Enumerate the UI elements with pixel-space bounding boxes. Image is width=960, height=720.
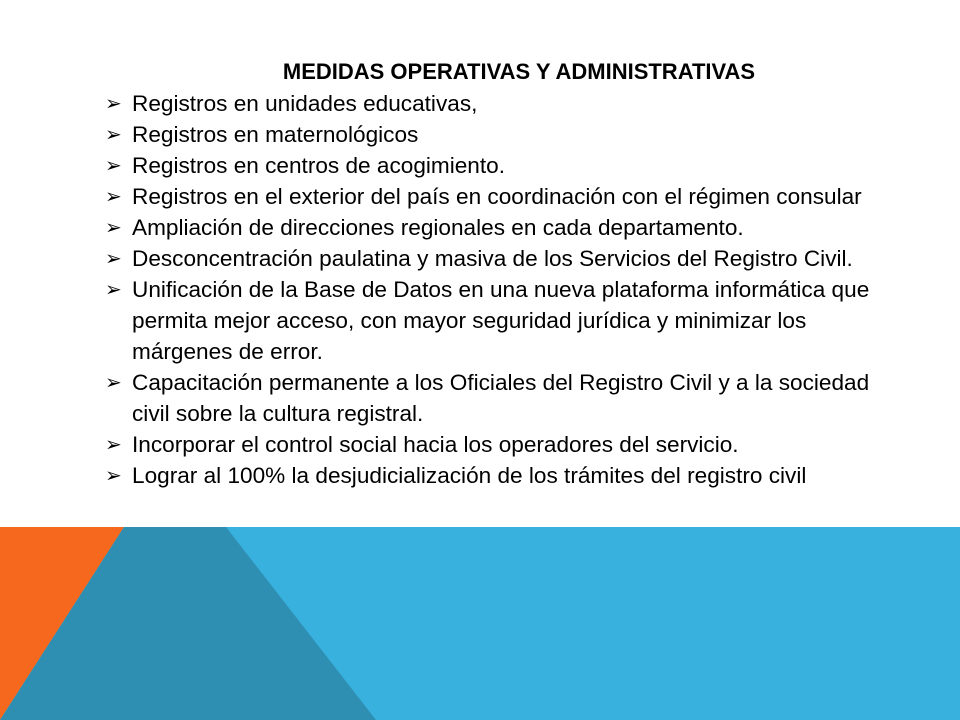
list-item-text: Registros en maternológicos: [132, 122, 419, 147]
arrow-bullet-icon: ➢: [105, 91, 122, 115]
arrow-bullet-icon: ➢: [105, 184, 122, 208]
list-item-text: Capacitación permanente a los Oficiales del Registro Civil y a la sociedad civil sobre la cultura registral.: [132, 370, 870, 426]
arrow-bullet-icon: ➢: [105, 432, 122, 456]
arrow-bullet-icon: ➢: [105, 122, 122, 146]
list-item-text: Unificación de la Base de Datos en una nueva plataforma informática que permita mejor acceso, con mayor seguridad jurídica y minimizar los márgenes de error.: [132, 277, 870, 364]
list-item-text: Ampliación de direcciones regionales en cada departamento.: [132, 215, 744, 240]
list-item-text: Registros en unidades educativas,: [132, 91, 478, 116]
list-item: [105, 150, 905, 181]
arrow-bullet-icon: ➢: [105, 463, 122, 487]
list-item: [105, 274, 905, 367]
list-item-text: Desconcentración paulatina y masiva de los Servicios del Registro Civil.: [132, 246, 853, 271]
list-item: [105, 460, 905, 491]
arrow-bullet-icon: ➢: [105, 153, 122, 177]
list-item: [105, 367, 905, 429]
arrow-bullet-icon: ➢: [105, 370, 122, 394]
list-item: [105, 181, 905, 212]
content-area: [105, 56, 905, 491]
arrow-bullet-icon: ➢: [105, 215, 122, 239]
list-item-text: Registros en el exterior del país en coordinación con el régimen consular: [132, 184, 862, 209]
list-item: [105, 119, 905, 150]
arrow-bullet-icon: ➢: [105, 277, 122, 301]
slide-title: MEDIDAS OPERATIVAS Y ADMINISTRATIVAS: [282, 59, 756, 84]
list-item-text: Lograr al 100% la desjudicialización de los trámites del registro civil: [132, 463, 807, 488]
list-item-text: Registros en centros de acogimiento.: [132, 153, 505, 178]
arrow-bullet-icon: ➢: [105, 246, 122, 270]
list-item-text: Incorporar el control social hacia los operadores del servicio.: [132, 432, 739, 457]
list-item: [105, 212, 905, 243]
bullet-list: [105, 88, 905, 491]
list-item: [105, 243, 905, 274]
list-item: [105, 88, 905, 119]
list-item: [105, 429, 905, 460]
